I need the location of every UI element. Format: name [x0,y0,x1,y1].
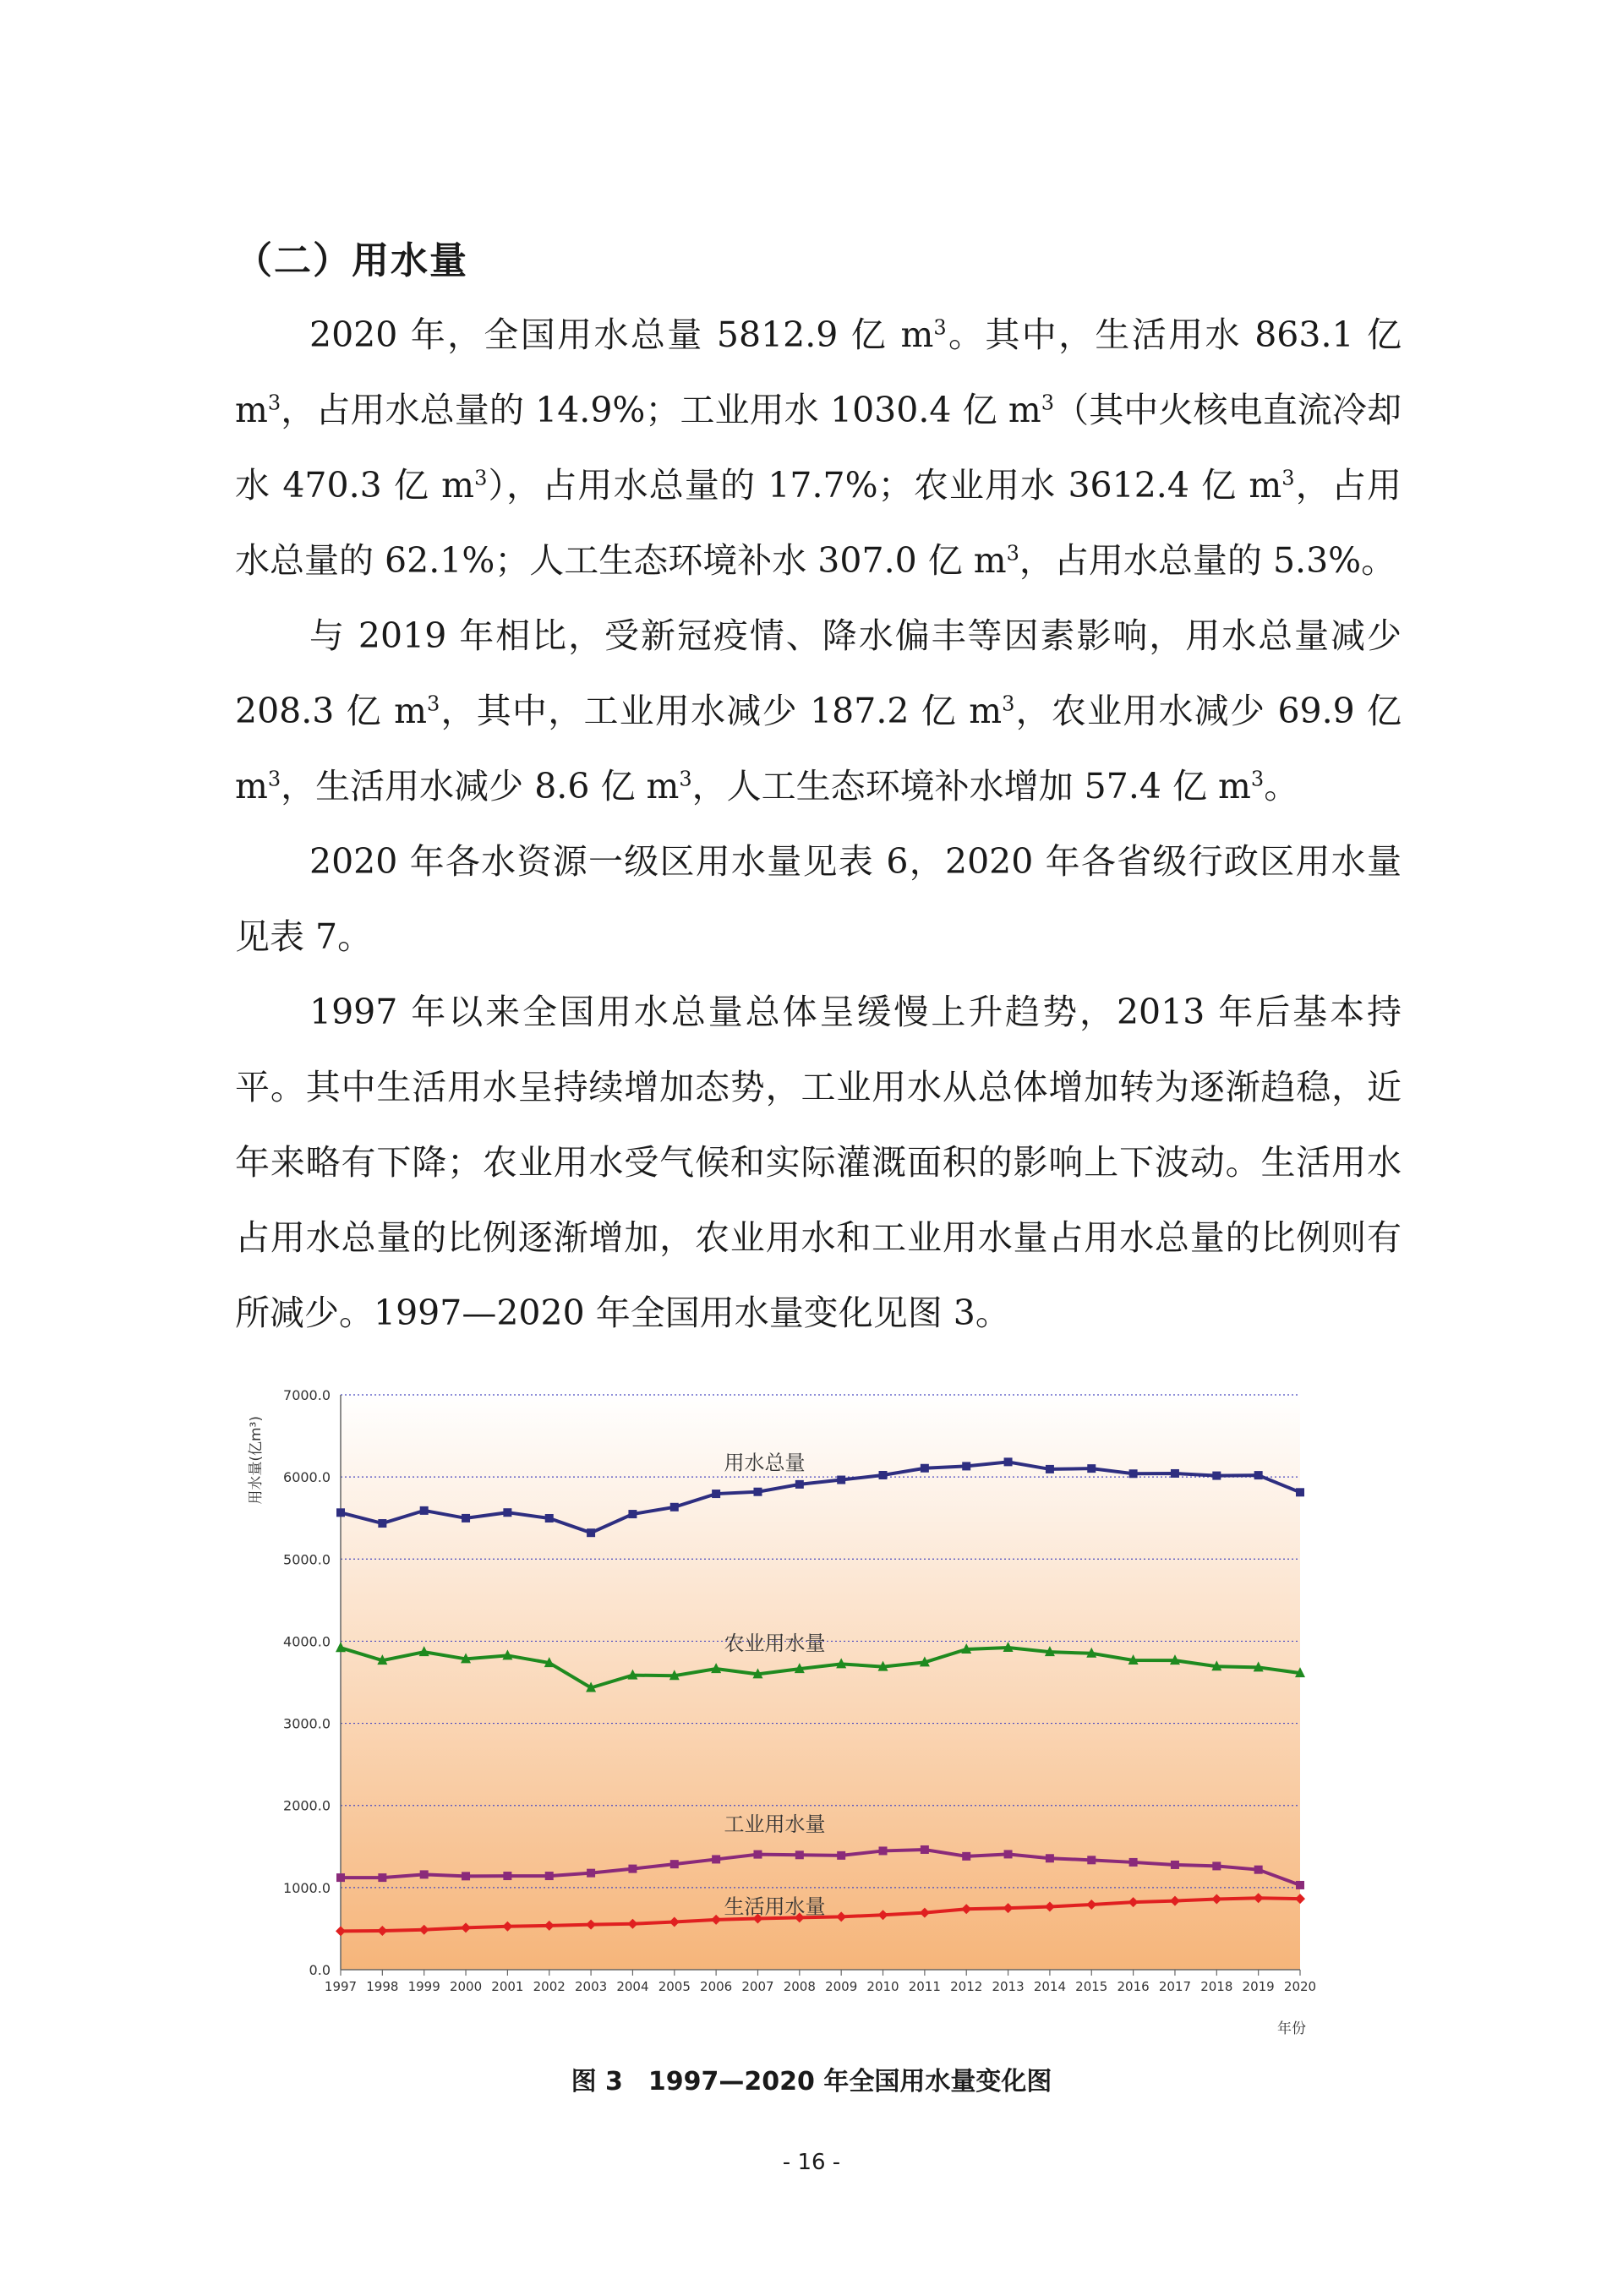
text-run: 与 2019 年相比，受新冠疫情、降水偏丰等因素影响，用水总量减少 208.3 亿 m [235,615,1402,731]
data-point [545,1514,554,1522]
superscript: 3 [1250,767,1265,791]
series-label: 生活用水量 [724,1894,826,1919]
x-tick-label: 2018 [1200,1979,1233,1994]
x-tick-label: 2016 [1117,1979,1150,1994]
y-tick-label: 1000.0 [283,1879,331,1896]
superscript: 3 [267,767,281,791]
data-point [753,1850,762,1859]
data-point [545,1872,554,1880]
data-point [1046,1465,1054,1473]
series-label: 工业用水量 [724,1812,826,1836]
data-point [587,1869,595,1878]
data-point [712,1490,720,1498]
y-tick-label: 6000.0 [283,1469,331,1486]
x-tick-label: 2010 [866,1979,899,1994]
text-run: ，其中，工业用水减少 187.2 亿 m [440,691,1003,731]
data-point [420,1506,429,1515]
superscript: 3 [1002,692,1015,716]
text-run: ，生活用水减少 8.6 亿 m [281,766,680,806]
data-point [1087,1464,1096,1473]
superscript: 3 [427,692,440,716]
data-point [503,1872,511,1880]
data-point [503,1508,511,1517]
paragraph-4 [235,975,1402,1351]
y-tick-label: 7000.0 [283,1387,331,1403]
data-point [712,1855,720,1863]
x-tick-label: 2001 [491,1979,524,1994]
y-tick-label: 5000.0 [283,1551,331,1568]
x-tick-label: 2012 [950,1979,983,1994]
data-point [462,1514,470,1522]
data-point [462,1872,470,1880]
x-tick-label: 2011 [908,1979,941,1994]
data-point [753,1488,762,1496]
text-run: ，占用水总量的 62.1%；人工生态环境补水 307.0 亿 m [235,465,1402,581]
data-point [1212,1861,1221,1870]
data-point [1171,1469,1179,1478]
x-tick-label: 2017 [1158,1979,1192,1994]
data-point [670,1860,679,1868]
text-run: （其中火核电直流冷却水 470.3 亿 m [235,390,1402,506]
data-point [336,1508,345,1517]
data-point [628,1510,637,1518]
data-point [1171,1861,1179,1869]
section-heading: （二）用水量 [235,239,468,282]
text-run: 1997 年以来全国用水总量总体呈缓慢上升趋势，2013 年后基本持平。其中生活用水呈持续增加态势，工业用水从总体增加转为逐渐趋稳，近年来略有下降；农业用水受气候和实际灌溉面积的影响上下波动。生活用水占用水总量的比例逐渐增加，农业用水和工业用水量占用水总量的比例则有所减少。1997—2020 年全国用水量变化见图 3。 [235,992,1402,1333]
text-run: ，占用水总量的 5.3%。 [1019,540,1396,581]
data-point [1254,1471,1263,1479]
y-tick-label: 0.0 [309,1962,331,1978]
superscript: 3 [474,466,488,490]
data-point [837,1476,845,1484]
text-run: 。其中，生活用水 863.1 亿 m [235,314,1402,430]
water-use-chart [235,1353,1334,2037]
superscript: 3 [267,391,281,415]
y-axis-title: 用水量(亿m³) [248,1416,265,1505]
text-run: 2020 年，全国用水总量 5812.9 亿 m [309,314,934,355]
data-point [420,1870,429,1878]
data-point [795,1480,804,1489]
data-point [1129,1469,1138,1478]
data-point [921,1845,929,1854]
x-tick-label: 2008 [783,1979,816,1994]
data-point [1004,1457,1013,1466]
x-tick-label: 2014 [1033,1979,1067,1994]
x-tick-label: 2002 [533,1979,566,1994]
data-point [628,1865,637,1873]
data-point [795,1850,804,1859]
series-label: 农业用水量 [724,1632,826,1656]
data-point [336,1873,345,1882]
data-point [587,1528,595,1537]
superscript: 3 [1041,391,1054,415]
text-run: 2020 年各水资源一级区用水量见表 6，2020 年各省级行政区用水量见表 7。 [235,841,1402,957]
x-tick-label: 2019 [1242,1979,1275,1994]
data-point [1296,1881,1304,1889]
data-point [1212,1472,1221,1480]
data-point [1004,1850,1013,1858]
x-tick-label: 1999 [407,1979,440,1994]
data-point [837,1851,845,1860]
x-tick-label: 2005 [658,1979,691,1994]
text-run: 。 [1264,766,1299,806]
data-point [1087,1856,1096,1864]
data-point [378,1873,386,1882]
x-tick-label: 2020 [1283,1979,1317,1994]
text-run: ，占用水总量的 14.9%；工业用水 1030.4 亿 m [281,390,1041,430]
data-point [378,1519,386,1528]
series-label: 用水总量 [724,1451,806,1475]
x-tick-label: 2013 [992,1979,1025,1994]
x-tick-label: 2007 [741,1979,774,1994]
paragraph-3 [235,824,1402,975]
x-tick-label: 1998 [366,1979,399,1994]
x-tick-label: 2009 [825,1979,858,1994]
data-point [1296,1488,1304,1496]
data-point [879,1846,888,1855]
text-run: ，人工生态环境补水增加 57.4 亿 m [691,766,1251,806]
data-point [1046,1854,1054,1862]
data-point [962,1462,970,1470]
data-point [670,1503,679,1512]
text-run: ），占用水总量的 17.7%；农业用水 3612.4 亿 m [487,465,1282,506]
y-tick-label: 3000.0 [283,1715,331,1732]
x-axis-title: 年份 [1277,2020,1306,2037]
superscript: 3 [679,767,692,791]
figure-caption: 图 3 1997—2020 年全国用水量变化图 [571,2067,1052,2096]
x-tick-label: 1997 [324,1979,358,1994]
superscript: 3 [933,315,947,340]
superscript: 3 [1006,541,1019,566]
superscript: 3 [1281,466,1295,490]
x-tick-label: 2000 [449,1979,483,1994]
paragraph-2 [235,599,1402,824]
data-point [1254,1866,1263,1874]
x-tick-label: 2004 [616,1979,649,1994]
x-tick-label: 2003 [574,1979,608,1994]
x-tick-label: 2015 [1075,1979,1108,1994]
text-run: ，农业用水减少 69.9 亿 m [235,691,1402,806]
x-tick-label: 2006 [700,1979,733,1994]
paragraph-1 [235,298,1402,599]
data-point [879,1471,888,1479]
data-point [921,1464,929,1473]
y-tick-label: 2000.0 [283,1797,331,1814]
page-number: - 16 - [782,2150,841,2175]
y-tick-label: 4000.0 [283,1633,331,1650]
data-point [1129,1858,1138,1867]
data-point [962,1852,970,1861]
